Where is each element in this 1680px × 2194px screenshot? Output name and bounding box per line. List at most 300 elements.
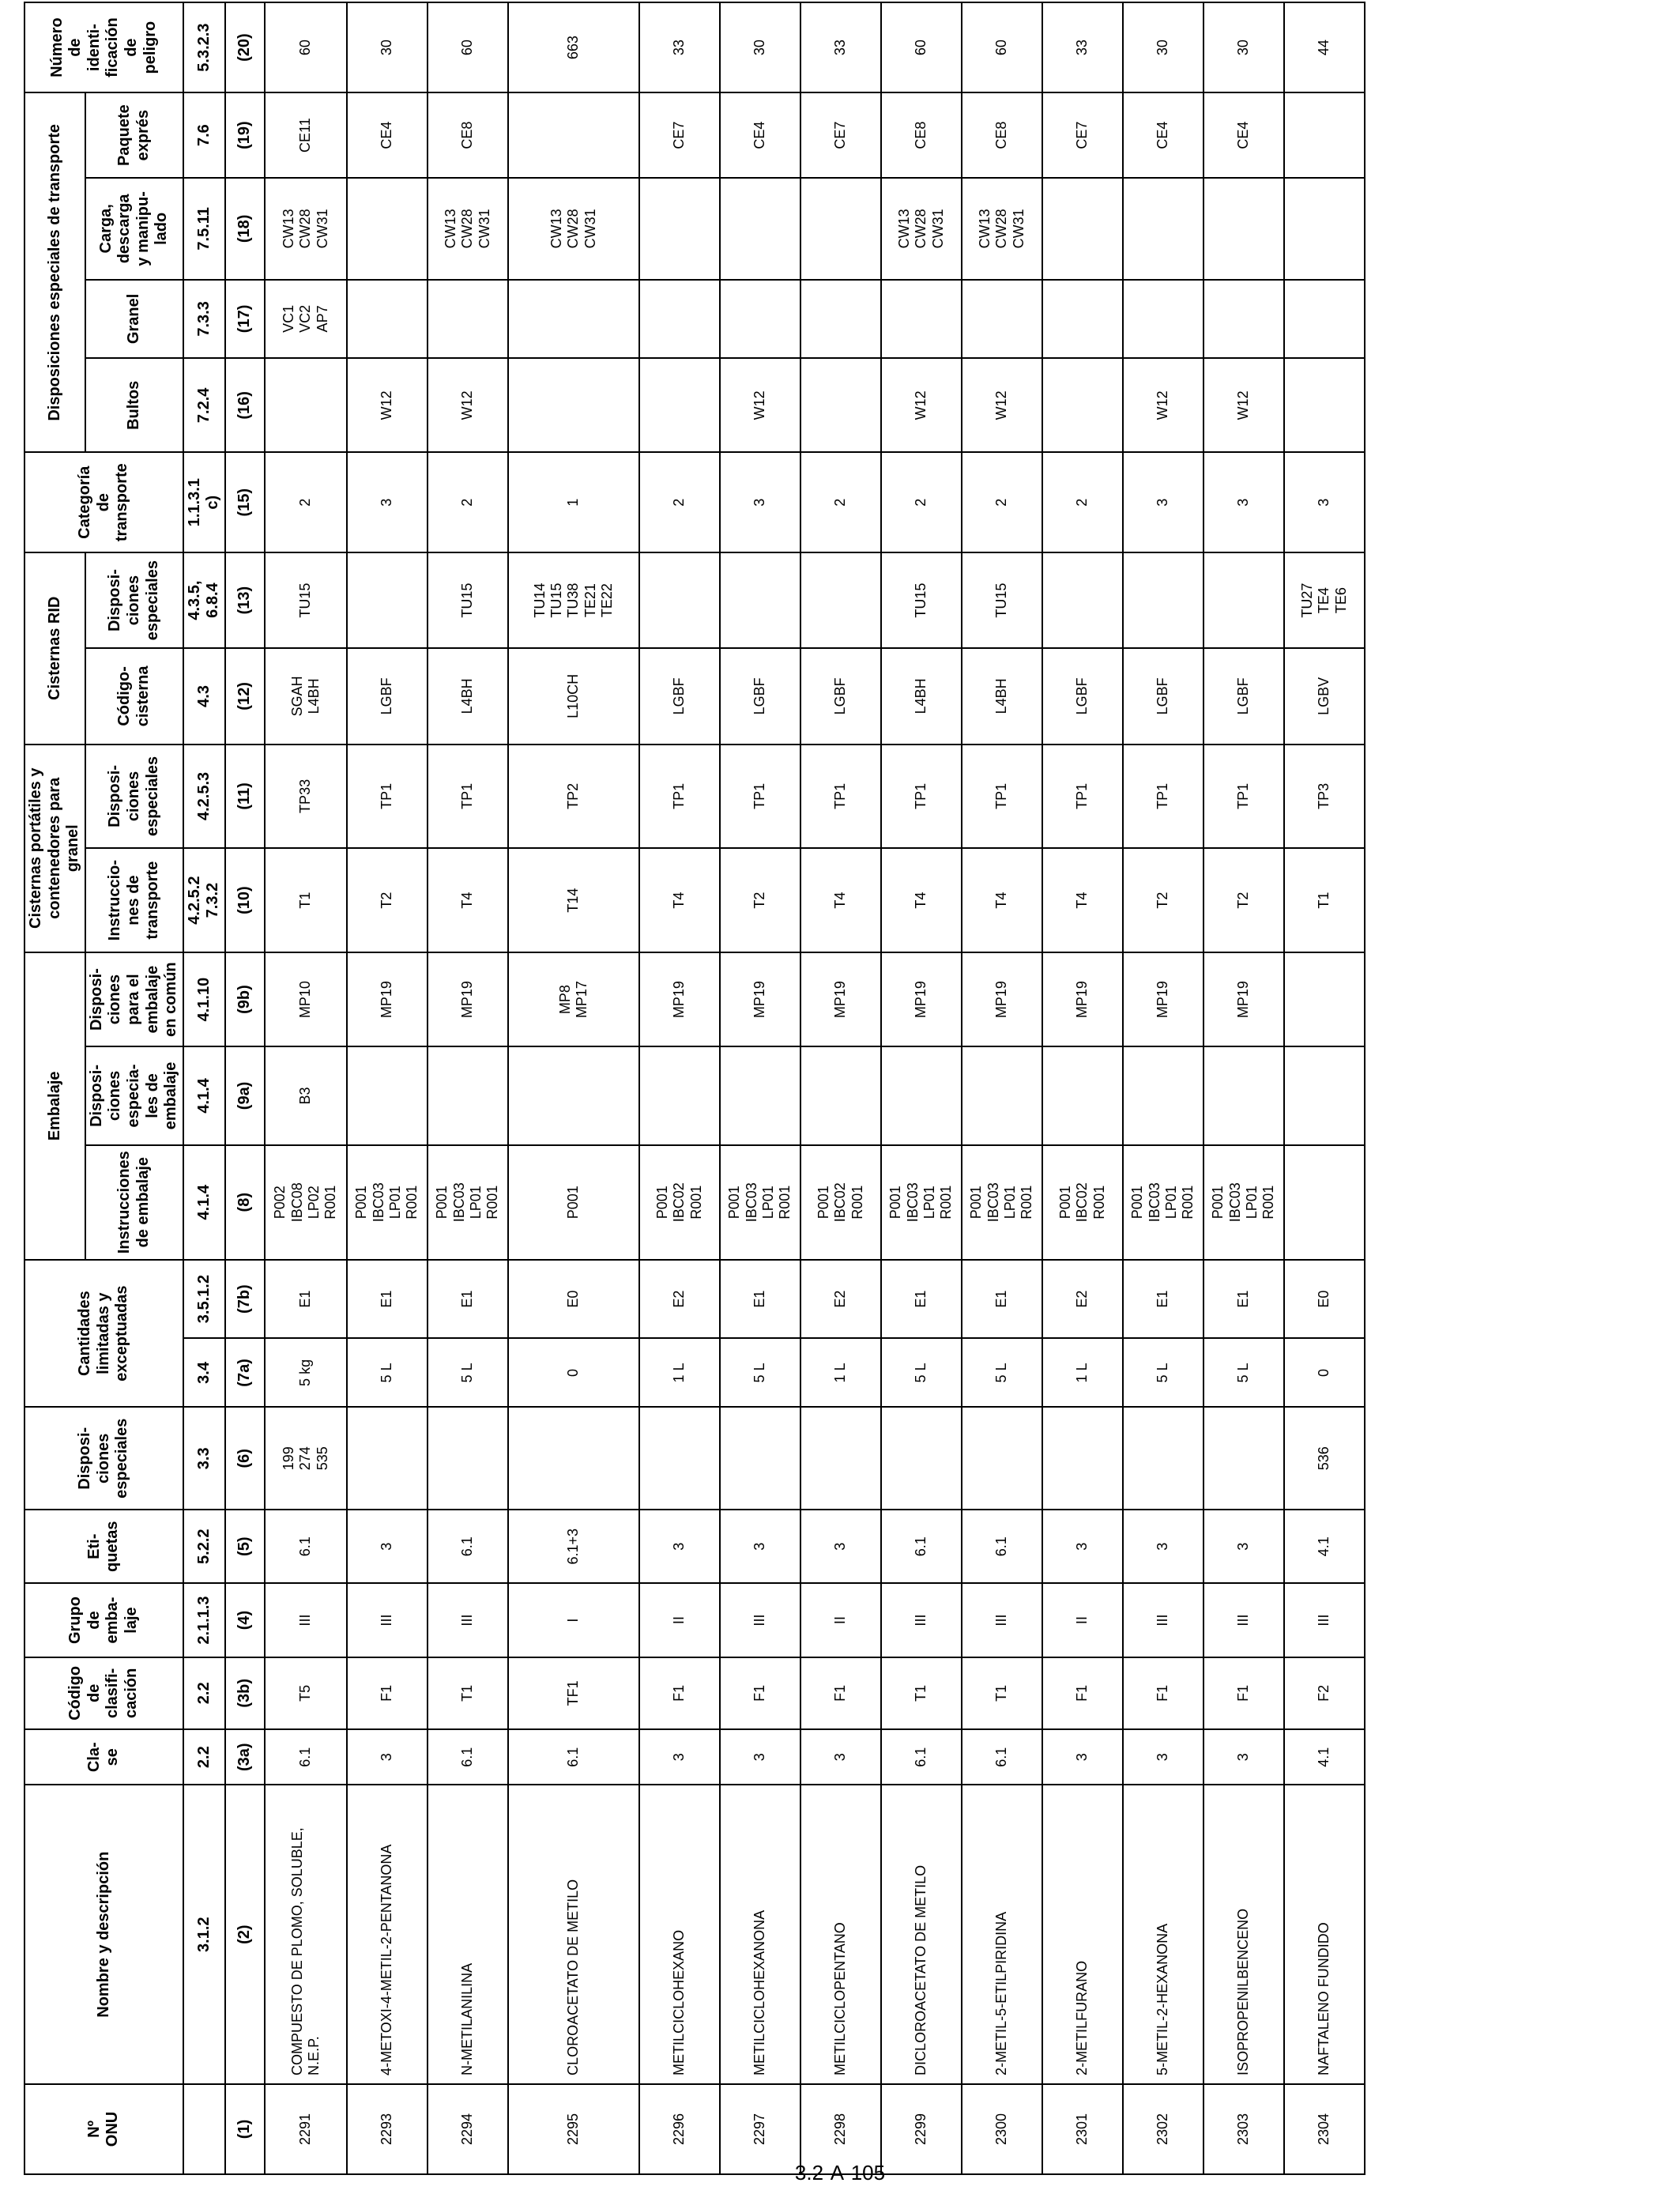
- bulk-provisions-cell: [962, 280, 1042, 359]
- packages-provisions-cell: [508, 358, 639, 452]
- table-row: [1203, 2, 1284, 2174]
- limited-quantity-cell: 5 L: [881, 1338, 962, 1407]
- portable-tank-instructions-cell: T1: [265, 848, 347, 952]
- portable-tank-provisions-cell: TP1: [1042, 745, 1123, 849]
- rid-tank-provisions-cell: TU15: [962, 552, 1042, 648]
- classification-code-cell: F2: [1284, 1657, 1365, 1729]
- excepted-quantity-cell: E0: [1284, 1260, 1365, 1339]
- packages-provisions-cell: [265, 358, 347, 452]
- express-parcel-cell: CE8: [881, 92, 962, 178]
- labels-cell: 6.1+3: [508, 1510, 639, 1583]
- reference-cell: 4.2.5.2 7.3.2: [183, 848, 225, 952]
- reference-cell: 2.2: [183, 1657, 225, 1729]
- special-packing-provisions-cell: [639, 1046, 720, 1144]
- classification-code-cell: F1: [639, 1657, 720, 1729]
- header-nombre: Nombre y descripción: [24, 1785, 183, 2083]
- express-parcel-cell: CE4: [720, 92, 800, 178]
- mixed-packing-provisions-cell: MP19: [1123, 952, 1203, 1046]
- excepted-quantity-cell: E1: [1203, 1260, 1284, 1339]
- packages-provisions-cell: [639, 358, 720, 452]
- packages-provisions-cell: [1284, 358, 1365, 452]
- hazard-number-cell: 60: [428, 2, 508, 92]
- reference-cell: 4.1.4: [183, 1046, 225, 1144]
- onu-number-cell: 2304: [1284, 2084, 1365, 2174]
- bulk-provisions-cell: [508, 280, 639, 359]
- header-categoria-transporte: Categoría de transporte: [24, 452, 183, 552]
- special-packing-provisions-cell: [1123, 1046, 1203, 1144]
- portable-tank-provisions-cell: TP1: [720, 745, 800, 849]
- mixed-packing-provisions-cell: MP10: [265, 952, 347, 1046]
- loading-provisions-cell: [800, 178, 881, 280]
- reference-cell: 4.3: [183, 648, 225, 744]
- header-carga-descarga: Carga, descarga y manipu- lado: [85, 178, 183, 280]
- header-codigo-clasificacion: Código de clasifi- cación: [24, 1657, 183, 1729]
- special-provisions-cell: [1123, 1407, 1203, 1510]
- bulk-provisions-cell: [800, 280, 881, 359]
- table-row: [720, 2, 800, 2174]
- special-packing-provisions-cell: [508, 1046, 639, 1144]
- hazard-number-cell: 30: [347, 2, 428, 92]
- hazard-number-cell: 33: [639, 2, 720, 92]
- mixed-packing-provisions-cell: MP19: [800, 952, 881, 1046]
- transport-category-cell: 2: [428, 452, 508, 552]
- portable-tank-instructions-cell: T1: [1284, 848, 1365, 952]
- limited-quantity-cell: 5 L: [428, 1338, 508, 1407]
- transport-category-cell: 2: [639, 452, 720, 552]
- limited-quantity-cell: 1 L: [639, 1338, 720, 1407]
- substance-name-cell: DICLOROACETATO DE METILO: [881, 1785, 962, 2083]
- packing-instructions-cell: P001 IBC02 R001: [1042, 1145, 1123, 1260]
- tank-code-cell: LGBF: [720, 648, 800, 744]
- loading-provisions-cell: [639, 178, 720, 280]
- packages-provisions-cell: [800, 358, 881, 452]
- rid-tank-provisions-cell: TU15: [265, 552, 347, 648]
- classification-code-cell: F1: [720, 1657, 800, 1729]
- rid-tank-provisions-cell: TU27 TE4 TE6: [1284, 552, 1365, 648]
- rotated-table-wrapper: [24, 2, 1349, 2175]
- class-cell: 6.1: [962, 1729, 1042, 1785]
- packing-group-cell: III: [881, 1583, 962, 1657]
- packing-group-cell: III: [962, 1583, 1042, 1657]
- excepted-quantity-cell: E2: [800, 1260, 881, 1339]
- excepted-quantity-cell: E0: [508, 1260, 639, 1339]
- table-row: [1042, 2, 1123, 2174]
- column-number-cell: (3b): [225, 1657, 265, 1729]
- loading-provisions-cell: CW13 CW28 CW31: [881, 178, 962, 280]
- transport-category-cell: 3: [1123, 452, 1203, 552]
- portable-tank-instructions-cell: T2: [1123, 848, 1203, 952]
- special-provisions-cell: [639, 1407, 720, 1510]
- column-number-cell: (10): [225, 848, 265, 952]
- header-embalaje: Embalaje: [24, 952, 85, 1260]
- rid-tank-provisions-cell: [1042, 552, 1123, 648]
- packing-instructions-cell: P002 IBC08 LP02 R001: [265, 1145, 347, 1260]
- onu-number-cell: 2302: [1123, 2084, 1203, 2174]
- tank-code-cell: LGBF: [1042, 648, 1123, 744]
- class-cell: 6.1: [508, 1729, 639, 1785]
- loading-provisions-cell: [347, 178, 428, 280]
- packages-provisions-cell: W12: [347, 358, 428, 452]
- loading-provisions-cell: CW13 CW28 CW31: [508, 178, 639, 280]
- header-numero-peligro: Número de identi- ficación de peligro: [24, 2, 183, 92]
- hazard-number-cell: 33: [1042, 2, 1123, 92]
- tank-code-cell: LGBF: [1123, 648, 1203, 744]
- tank-code-cell: L4BH: [962, 648, 1042, 744]
- excepted-quantity-cell: E1: [347, 1260, 428, 1339]
- classification-code-cell: T1: [881, 1657, 962, 1729]
- limited-quantity-cell: 0: [508, 1338, 639, 1407]
- rid-tank-provisions-cell: TU14 TU15 TU38 TE21 TE22: [508, 552, 639, 648]
- hazard-number-cell: 30: [1203, 2, 1284, 92]
- substance-name-cell: METILCICLOHEXANO: [639, 1785, 720, 2083]
- column-number-cell: (19): [225, 92, 265, 178]
- special-provisions-cell: [347, 1407, 428, 1510]
- column-number-row: [225, 2, 265, 2174]
- packages-provisions-cell: W12: [428, 358, 508, 452]
- column-number-cell: (12): [225, 648, 265, 744]
- rid-tank-provisions-cell: [800, 552, 881, 648]
- column-number-cell: (20): [225, 2, 265, 92]
- packing-group-cell: III: [1123, 1583, 1203, 1657]
- column-number-cell: (6): [225, 1407, 265, 1510]
- column-number-cell: (9a): [225, 1046, 265, 1144]
- substance-name-cell: NAFTALENO FUNDIDO: [1284, 1785, 1365, 2083]
- packages-provisions-cell: [1042, 358, 1123, 452]
- hazard-number-cell: 33: [800, 2, 881, 92]
- bulk-provisions-cell: [428, 280, 508, 359]
- packing-group-cell: II: [1042, 1583, 1123, 1657]
- reference-row: [183, 2, 225, 2174]
- substance-name-cell: COMPUESTO DE PLOMO, SOLUBLE, N.E.P.: [265, 1785, 347, 2083]
- column-number-cell: (18): [225, 178, 265, 280]
- header-cantidades: Cantidades limitadas y exceptuadas: [24, 1260, 183, 1408]
- packing-instructions-cell: P001 IBC02 R001: [639, 1145, 720, 1260]
- table-row: [347, 2, 428, 2174]
- header-paquete-expres: Paquete exprés: [85, 92, 183, 178]
- bulk-provisions-cell: [720, 280, 800, 359]
- tank-code-cell: LGBV: [1284, 648, 1365, 744]
- hazard-number-cell: 30: [1123, 2, 1203, 92]
- mixed-packing-provisions-cell: MP8 MP17: [508, 952, 639, 1046]
- column-number-cell: (9b): [225, 952, 265, 1046]
- substance-name-cell: CLOROACETATO DE METILO: [508, 1785, 639, 2083]
- substance-name-cell: METILCICLOPENTANO: [800, 1785, 881, 2083]
- header-instrucciones-transporte: Instruccio- nes de transporte: [85, 848, 183, 952]
- column-number-cell: (8): [225, 1145, 265, 1260]
- portable-tank-provisions-cell: TP33: [265, 745, 347, 849]
- limited-quantity-cell: 0: [1284, 1338, 1365, 1407]
- portable-tank-provisions-cell: TP3: [1284, 745, 1365, 849]
- reference-cell: 3.4: [183, 1338, 225, 1407]
- special-provisions-cell: [720, 1407, 800, 1510]
- reference-cell: 5.3.2.3: [183, 2, 225, 92]
- portable-tank-provisions-cell: TP2: [508, 745, 639, 849]
- portable-tank-instructions-cell: T4: [1042, 848, 1123, 952]
- limited-quantity-cell: 1 L: [800, 1338, 881, 1407]
- labels-cell: 3: [1203, 1510, 1284, 1583]
- table-row: [962, 2, 1042, 2174]
- class-cell: 3: [1203, 1729, 1284, 1785]
- mixed-packing-provisions-cell: MP19: [1042, 952, 1123, 1046]
- column-number-cell: (16): [225, 358, 265, 452]
- packing-instructions-cell: P001 IBC03 LP01 R001: [1203, 1145, 1284, 1260]
- labels-cell: 6.1: [265, 1510, 347, 1583]
- reference-cell: 7.6: [183, 92, 225, 178]
- limited-quantity-cell: 1 L: [1042, 1338, 1123, 1407]
- excepted-quantity-cell: E1: [881, 1260, 962, 1339]
- portable-tank-provisions-cell: TP1: [962, 745, 1042, 849]
- hazard-number-cell: 60: [265, 2, 347, 92]
- limited-quantity-cell: 5 L: [720, 1338, 800, 1407]
- reference-cell: 7.2.4: [183, 358, 225, 452]
- rid-tank-provisions-cell: [639, 552, 720, 648]
- header-onu: Nº ONU: [24, 2084, 183, 2174]
- column-number-cell: (1): [225, 2084, 265, 2174]
- packing-instructions-cell: P001 IBC02 R001: [800, 1145, 881, 1260]
- excepted-quantity-cell: E1: [720, 1260, 800, 1339]
- classification-code-cell: F1: [1203, 1657, 1284, 1729]
- column-number-cell: (2): [225, 1785, 265, 2083]
- reference-cell: 4.3.5, 6.8.4: [183, 552, 225, 648]
- transport-category-cell: 3: [347, 452, 428, 552]
- special-provisions-cell: [428, 1407, 508, 1510]
- reference-cell: 2.1.1.3: [183, 1583, 225, 1657]
- tank-code-cell: LGBF: [1203, 648, 1284, 744]
- transport-category-cell: 2: [800, 452, 881, 552]
- onu-number-cell: 2294: [428, 2084, 508, 2174]
- bulk-provisions-cell: [1123, 280, 1203, 359]
- rid-tank-provisions-cell: TU15: [428, 552, 508, 648]
- excepted-quantity-cell: E1: [265, 1260, 347, 1339]
- portable-tank-instructions-cell: T4: [881, 848, 962, 952]
- page-number: 3.2-A-105: [794, 2161, 886, 2185]
- substance-name-cell: 5-METIL-2-HEXANONA: [1123, 1785, 1203, 2083]
- limited-quantity-cell: 5 L: [1203, 1338, 1284, 1407]
- tank-code-cell: L4BH: [428, 648, 508, 744]
- substance-name-cell: 4-METOXI-4-METIL-2-PENTANONA: [347, 1785, 428, 2083]
- special-provisions-cell: [881, 1407, 962, 1510]
- onu-number-cell: 2303: [1203, 2084, 1284, 2174]
- express-parcel-cell: CE7: [639, 92, 720, 178]
- packages-provisions-cell: W12: [962, 358, 1042, 452]
- packing-instructions-cell: P001 IBC03 LP01 R001: [881, 1145, 962, 1260]
- portable-tank-instructions-cell: T2: [347, 848, 428, 952]
- packing-instructions-cell: P001 IBC03 LP01 R001: [428, 1145, 508, 1260]
- onu-number-cell: 2301: [1042, 2084, 1123, 2174]
- onu-number-cell: 2295: [508, 2084, 639, 2174]
- class-cell: 6.1: [265, 1729, 347, 1785]
- special-packing-provisions-cell: [1203, 1046, 1284, 1144]
- limited-quantity-cell: 5 kg: [265, 1338, 347, 1407]
- class-cell: 6.1: [881, 1729, 962, 1785]
- transport-category-cell: 3: [720, 452, 800, 552]
- labels-cell: 3: [720, 1510, 800, 1583]
- portable-tank-instructions-cell: T2: [1203, 848, 1284, 952]
- excepted-quantity-cell: E1: [962, 1260, 1042, 1339]
- special-provisions-cell: 199 274 535: [265, 1407, 347, 1510]
- express-parcel-cell: CE7: [1042, 92, 1123, 178]
- express-parcel-cell: CE11: [265, 92, 347, 178]
- special-provisions-cell: [962, 1407, 1042, 1510]
- class-cell: 3: [1042, 1729, 1123, 1785]
- substance-name-cell: ISOPROPENILBENCENO: [1203, 1785, 1284, 2083]
- rid-tank-provisions-cell: [720, 552, 800, 648]
- special-provisions-cell: [800, 1407, 881, 1510]
- onu-number-cell: 2291: [265, 2084, 347, 2174]
- table-row: [1284, 2, 1365, 2174]
- packing-group-cell: II: [639, 1583, 720, 1657]
- portable-tank-provisions-cell: TP1: [347, 745, 428, 849]
- reference-cell: 7.5.11: [183, 178, 225, 280]
- packing-instructions-cell: P001 IBC03 LP01 R001: [720, 1145, 800, 1260]
- loading-provisions-cell: CW13 CW28 CW31: [962, 178, 1042, 280]
- mixed-packing-provisions-cell: MP19: [962, 952, 1042, 1046]
- substance-name-cell: 2-METIL-5-ETILPIRIDINA: [962, 1785, 1042, 2083]
- packing-instructions-cell: P001 IBC03 LP01 R001: [347, 1145, 428, 1260]
- labels-cell: 3: [347, 1510, 428, 1583]
- dangerous-goods-table: [24, 2, 1365, 2175]
- portable-tank-instructions-cell: T4: [962, 848, 1042, 952]
- express-parcel-cell: [1284, 92, 1365, 178]
- bulk-provisions-cell: [881, 280, 962, 359]
- reference-cell: 5.2.2: [183, 1510, 225, 1583]
- rid-tank-provisions-cell: [1123, 552, 1203, 648]
- classification-code-cell: T1: [962, 1657, 1042, 1729]
- table-row: [428, 2, 508, 2174]
- packing-group-cell: III: [347, 1583, 428, 1657]
- column-number-cell: (5): [225, 1510, 265, 1583]
- portable-tank-instructions-cell: T14: [508, 848, 639, 952]
- transport-category-cell: 3: [1203, 452, 1284, 552]
- portable-tank-provisions-cell: TP1: [1123, 745, 1203, 849]
- special-packing-provisions-cell: [1284, 1046, 1365, 1144]
- limited-quantity-cell: 5 L: [1123, 1338, 1203, 1407]
- reference-cell: 4.1.10: [183, 952, 225, 1046]
- header-disp-especiales-cisternas-portatiles: Disposi- ciones especiales: [85, 745, 183, 849]
- special-packing-provisions-cell: B3: [265, 1046, 347, 1144]
- table-row: [639, 2, 720, 2174]
- class-cell: 3: [347, 1729, 428, 1785]
- rid-tank-provisions-cell: TU15: [881, 552, 962, 648]
- classification-code-cell: T1: [428, 1657, 508, 1729]
- class-cell: 3: [800, 1729, 881, 1785]
- header-etiquetas: Eti- quetas: [24, 1510, 183, 1583]
- portable-tank-instructions-cell: T4: [639, 848, 720, 952]
- reference-cell: 4.1.4: [183, 1145, 225, 1260]
- transport-category-cell: 3: [1284, 452, 1365, 552]
- limited-quantity-cell: 5 L: [962, 1338, 1042, 1407]
- packing-group-cell: I: [508, 1583, 639, 1657]
- bulk-provisions-cell: [1203, 280, 1284, 359]
- packing-group-cell: III: [1284, 1583, 1365, 1657]
- express-parcel-cell: CE4: [347, 92, 428, 178]
- transport-category-cell: 2: [881, 452, 962, 552]
- special-packing-provisions-cell: [347, 1046, 428, 1144]
- classification-code-cell: T5: [265, 1657, 347, 1729]
- limited-quantity-cell: 5 L: [347, 1338, 428, 1407]
- onu-number-cell: 2297: [720, 2084, 800, 2174]
- header-granel: Granel: [85, 280, 183, 359]
- labels-cell: 4.1: [1284, 1510, 1365, 1583]
- classification-code-cell: F1: [800, 1657, 881, 1729]
- labels-cell: 3: [639, 1510, 720, 1583]
- header-disp-especiales-embalaje: Disposi- ciones especia- les de embalaje: [85, 1046, 183, 1144]
- bulk-provisions-cell: [1284, 280, 1365, 359]
- portable-tank-instructions-cell: T2: [720, 848, 800, 952]
- header-grupo-embalaje: Grupo de emba- laje: [24, 1583, 183, 1657]
- portable-tank-provisions-cell: TP1: [881, 745, 962, 849]
- special-packing-provisions-cell: [881, 1046, 962, 1144]
- labels-cell: 6.1: [428, 1510, 508, 1583]
- packages-provisions-cell: W12: [881, 358, 962, 452]
- bulk-provisions-cell: VC1 VC2 AP7: [265, 280, 347, 359]
- express-parcel-cell: CE8: [428, 92, 508, 178]
- special-packing-provisions-cell: [720, 1046, 800, 1144]
- packing-group-cell: II: [800, 1583, 881, 1657]
- portable-tank-provisions-cell: TP1: [428, 745, 508, 849]
- tank-code-cell: L10CH: [508, 648, 639, 744]
- column-number-cell: (15): [225, 452, 265, 552]
- labels-cell: 3: [800, 1510, 881, 1583]
- special-packing-provisions-cell: [1042, 1046, 1123, 1144]
- packages-provisions-cell: W12: [1123, 358, 1203, 452]
- mixed-packing-provisions-cell: MP19: [639, 952, 720, 1046]
- labels-cell: 6.1: [881, 1510, 962, 1583]
- transport-category-cell: 1: [508, 452, 639, 552]
- header-instrucciones-embalaje: Instrucciones de embalaje: [85, 1145, 183, 1260]
- bulk-provisions-cell: [347, 280, 428, 359]
- tank-code-cell: LGBF: [800, 648, 881, 744]
- portable-tank-provisions-cell: TP1: [639, 745, 720, 849]
- header-disposiciones-transporte: Disposiciones especiales de transporte: [24, 92, 85, 452]
- classification-code-cell: F1: [347, 1657, 428, 1729]
- special-provisions-cell: 536: [1284, 1407, 1365, 1510]
- special-provisions-cell: [508, 1407, 639, 1510]
- rid-tank-provisions-cell: [1203, 552, 1284, 648]
- excepted-quantity-cell: E2: [1042, 1260, 1123, 1339]
- header-clase: Cla- se: [24, 1729, 183, 1785]
- reference-cell: 4.2.5.3: [183, 745, 225, 849]
- mixed-packing-provisions-cell: MP19: [1203, 952, 1284, 1046]
- portable-tank-provisions-cell: TP1: [800, 745, 881, 849]
- mixed-packing-provisions-cell: MP19: [428, 952, 508, 1046]
- loading-provisions-cell: [1284, 178, 1365, 280]
- bulk-provisions-cell: [1042, 280, 1123, 359]
- packing-instructions-cell: P001: [508, 1145, 639, 1260]
- onu-number-cell: 2298: [800, 2084, 881, 2174]
- header-disposiciones-especiales: Disposi- ciones especiales: [24, 1407, 183, 1510]
- transport-category-cell: 2: [265, 452, 347, 552]
- hazard-number-cell: 30: [720, 2, 800, 92]
- class-cell: 6.1: [428, 1729, 508, 1785]
- loading-provisions-cell: [1042, 178, 1123, 280]
- transport-category-cell: 2: [962, 452, 1042, 552]
- portable-tank-instructions-cell: T4: [428, 848, 508, 952]
- tank-code-cell: LGBF: [639, 648, 720, 744]
- header-cisternas-portatiles: Cisternas portátiles y contenedores para granel: [24, 745, 85, 952]
- special-provisions-cell: [1042, 1407, 1123, 1510]
- class-cell: 3: [1123, 1729, 1203, 1785]
- loading-provisions-cell: [1123, 178, 1203, 280]
- substance-name-cell: N-METILANILINA: [428, 1785, 508, 2083]
- onu-number-cell: 2293: [347, 2084, 428, 2174]
- class-cell: 3: [720, 1729, 800, 1785]
- mixed-packing-provisions-cell: MP19: [881, 952, 962, 1046]
- header-bultos: Bultos: [85, 358, 183, 452]
- reference-cell: 7.3.3: [183, 280, 225, 359]
- packages-provisions-cell: W12: [1203, 358, 1284, 452]
- loading-provisions-cell: CW13 CW28 CW31: [428, 178, 508, 280]
